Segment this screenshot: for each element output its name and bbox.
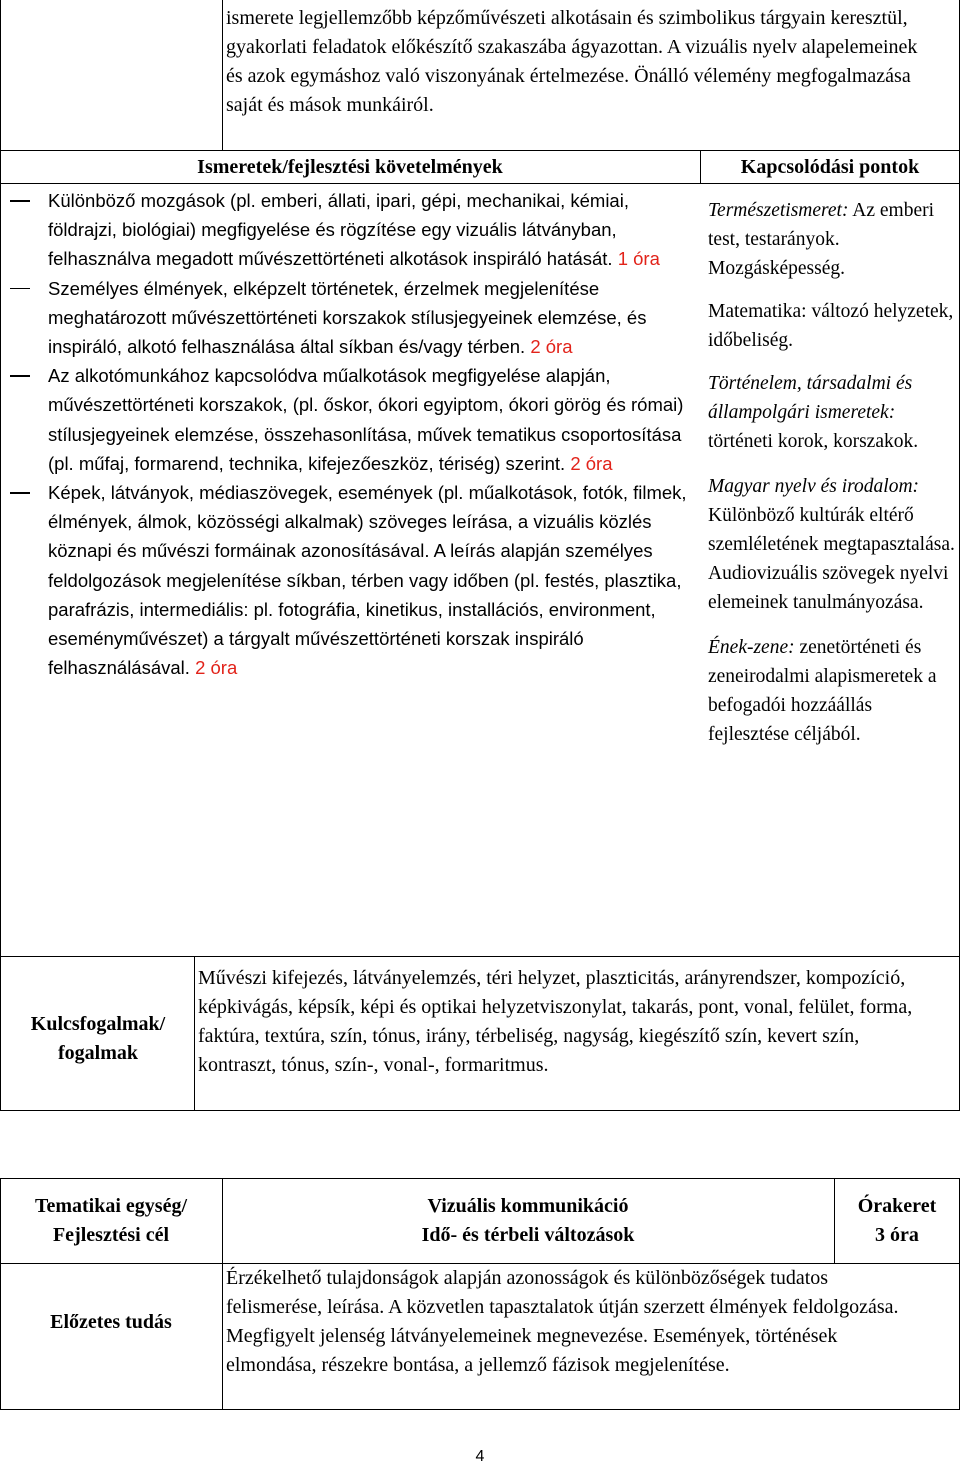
unit-label: Tematikai egység/ Fejlesztési cél bbox=[34, 1195, 188, 1246]
table-divider bbox=[222, 0, 223, 150]
connection-text: Az emberi test, testarányok. Mozgásképesség. bbox=[708, 200, 935, 279]
item-text: Különböző mozgások (pl. emberi, állati, ipari, gépi, mechanikai, kémiai, földrajzi, biológiai) megfigyelése és rögzítése egy vizuális látványban, felhasználva megadott művészettörténeti alkotások inspiráló hatását. bbox=[48, 190, 629, 270]
item-hours: 2 óra bbox=[530, 336, 573, 358]
table-divider bbox=[0, 956, 960, 957]
connection-subject: Természetismeret: bbox=[708, 200, 849, 221]
header-connections: Kapcsolódási pontok bbox=[740, 156, 920, 178]
prior-knowledge-label: Előzetes tudás bbox=[50, 1311, 172, 1333]
item-hours: 1 óra bbox=[617, 248, 660, 270]
item-text: Személyes élmények, elképzelt történetek, érzelmek megjelenítése meghatározott művészettörténeti korszakok stílusjegyeinek elemzése, és inspiráló, alkotó felhasználása által síkban és/vagy térben. bbox=[48, 277, 647, 358]
connection-subject: Magyar nyelv és irodalom: bbox=[708, 476, 920, 497]
requirements-list bbox=[48, 186, 700, 682]
connection-text: történeti korok, korszakok. bbox=[708, 431, 919, 452]
header-requirements: Ismeretek/fejlesztési követelmények bbox=[197, 156, 503, 178]
item-hours: 2 óra bbox=[195, 657, 238, 679]
connection-item bbox=[708, 196, 956, 283]
connection-item bbox=[708, 297, 956, 355]
list-item bbox=[48, 361, 700, 478]
unit-subtitle: Idő- és térbeli változások bbox=[421, 1224, 635, 1246]
item-hours: 2 óra bbox=[570, 452, 613, 474]
table-divider bbox=[0, 183, 960, 184]
connections-column bbox=[708, 196, 956, 749]
key-concepts-text: Művészi kifejezés, látványelemzés, téri helyzet, plaszticitás, arányrendszer, kompozíció, képkivágás, képsík, képi és optikai helyzetviszonylat, takarás, pont, vonal, felület, forma, faktúra, textúra, szín, tónus, irány, térbeliség, nagyság, kiegészítő szín, kevert szín, kontraszt, tónus, szín-, vonal-, formaritmus. bbox=[198, 967, 913, 1076]
list-item bbox=[48, 274, 700, 362]
item-text: Képek, látványok, médiaszövegek, események (pl. műalkotások, fotók, filmek, élmények, álmok, közösségi alkalmak) szöveges leírása, a vizuális közlés köznapi és művészi formáinak azonosításával. A leírás alapján személyes feldolgozások megjelenítése síkban, térben vagy időben (pl. festés, plasztika, parafrázis, intermediális: pl. fotográfia, kinetikus, installációs, environment, eseményművészet) a tárgyalt művészettörténeti korszak inspiráló felhasználásával. bbox=[48, 482, 687, 679]
table-divider bbox=[0, 150, 960, 151]
connection-text: zenetörténeti és zeneirodalmi alapismeretek a befogadói hozzáállás fejlesztése céljából. bbox=[708, 637, 937, 745]
list-item bbox=[48, 478, 700, 682]
prior-knowledge-text: Érzékelhető tulajdonságok alapján azonosságok és különbözőségek tudatos felismerése, leírása. A közvetlen tapasztalatok útján szerzett élmények feldolgozása. Megfigyelt jelenség látványelemeinek megnevezése. Események, történések elmondása, részekre bontása, a jellemző fázisok megjelenítése. bbox=[226, 1267, 899, 1376]
connection-subject: Történelem, társadalmi és állampolgári ismeretek: bbox=[708, 373, 913, 423]
connection-subject: Ének-zene: bbox=[708, 637, 795, 658]
list-item bbox=[48, 186, 700, 274]
connection-text: Különböző kultúrák eltérő szemléletének megtapasztalása. Audiovizuális szövegek nyelvi elemeinek tanulmányozása. bbox=[708, 505, 955, 613]
hours-label: Órakeret bbox=[857, 1195, 937, 1217]
connection-subject: Matematika: bbox=[708, 301, 807, 322]
item-text: Az alkotómunkához kapcsolódva műalkotások megfigyelése alapján, művészettörténeti korszakok, (pl. őskor, ókori egyiptom, ókori görög és római) stílusjegyeinek elemzése, összehasonlítása, művek tematikus csoportosítása (pl. műfaj, formarend, technika, kifejezőeszköz, tériség) szerint. bbox=[48, 365, 684, 474]
key-concepts-label: Kulcsfogalmak/ fogalmak bbox=[30, 1013, 166, 1064]
connection-item bbox=[708, 369, 956, 456]
connection-text: változó helyzetek, időbeliség. bbox=[708, 301, 954, 351]
table-divider bbox=[194, 956, 195, 1111]
connection-item bbox=[708, 472, 956, 617]
page-number: 4 bbox=[475, 1448, 485, 1465]
unit-title: Vizuális kommunikáció bbox=[427, 1195, 629, 1217]
top-text: ismerete legjellemzőbb képzőművészeti alkotásain és szimbolikus tárgyain keresztül, gyakorlati feladatok előkészítő szakaszába ágyazottan. A vizuális nyelv alapelemeinek és azok egymáshoz való viszonyának értelmezése. Önálló vélemény megfogalmazása saját és mások munkáiról. bbox=[226, 7, 918, 116]
connection-item bbox=[708, 633, 956, 749]
hours-value: 3 óra bbox=[875, 1224, 919, 1246]
